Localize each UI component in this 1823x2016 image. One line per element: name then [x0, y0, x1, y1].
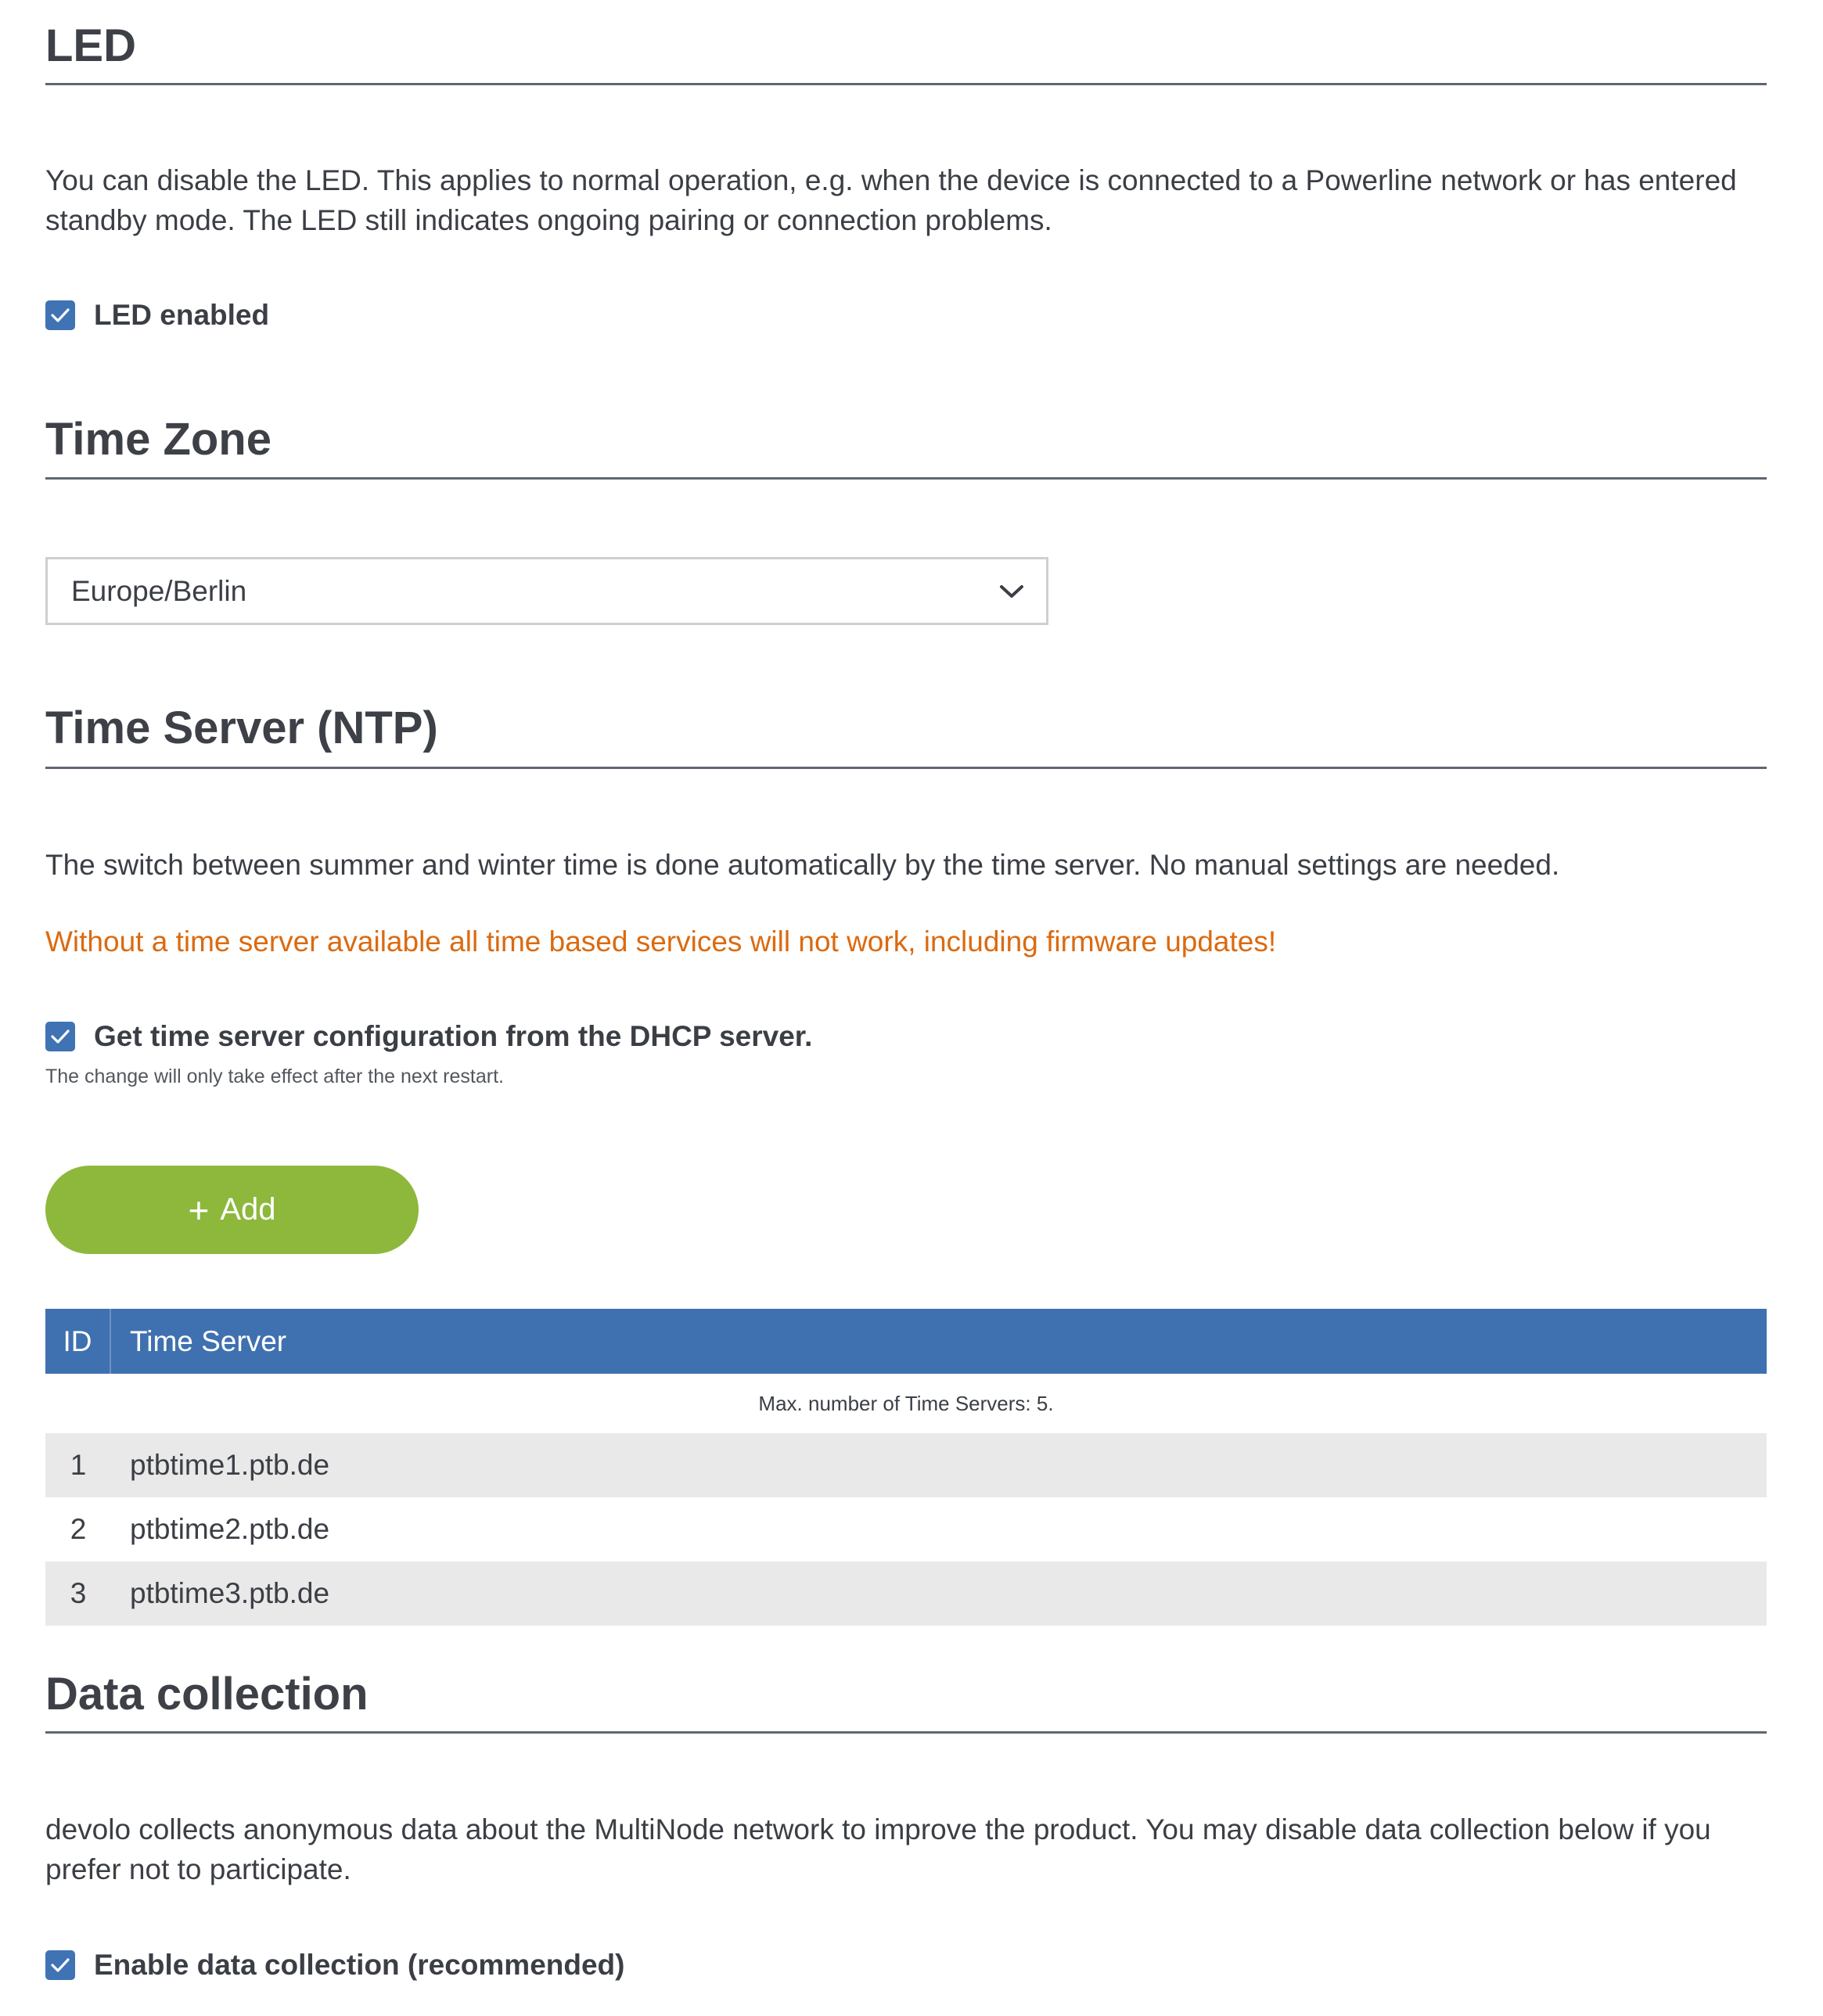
dhcp-checkbox-label: Get time server configuration from the DHCP server.	[94, 1020, 813, 1052]
add-time-server-button[interactable]	[45, 1166, 419, 1254]
dhcp-checkbox[interactable]	[45, 1022, 75, 1051]
chevron-down-icon	[999, 584, 1024, 599]
time-server-warning: Without a time server available all time based services will not work, including firmware updates!	[45, 925, 1277, 958]
table-row[interactable]	[45, 1497, 1767, 1561]
checkmark-icon	[50, 1028, 70, 1045]
add-button-label: Add	[220, 1192, 276, 1227]
led-enabled-checkbox-row[interactable]	[45, 296, 269, 335]
data-collection-description: devolo collects anonymous data about the MultiNode network to improve the product. You may disable data collection below if you prefer not to participate.	[45, 1813, 1711, 1885]
checkmark-icon	[50, 1957, 70, 1974]
time-server-description: The switch between summer and winter time is done automatically by the time server. No manual settings are needed.	[45, 849, 1560, 881]
led-section-title: LED	[45, 20, 136, 71]
table-cell-server: ptbtime1.ptb.de	[130, 1449, 330, 1481]
time-server-section-title: Time Server (NTP)	[45, 703, 438, 753]
table-cell-id: 3	[70, 1577, 87, 1609]
time-zone-selected-value: Europe/Berlin	[71, 574, 247, 607]
table-row[interactable]	[45, 1433, 1767, 1497]
checkmark-icon	[50, 307, 70, 324]
time-zone-select[interactable]	[45, 557, 1048, 625]
column-header-id[interactable]: ID	[45, 1309, 111, 1374]
time-zone-section-divider	[45, 477, 1767, 480]
table-header	[45, 1309, 1767, 1374]
led-enabled-label: LED enabled	[94, 299, 270, 331]
time-zone-section-title: Time Zone	[45, 414, 271, 465]
time-server-section-divider	[45, 767, 1767, 769]
time-server-table	[45, 1309, 1767, 1626]
table-row[interactable]	[45, 1561, 1767, 1626]
data-collection-checkbox-row[interactable]	[45, 1946, 624, 1985]
table-cell-server: ptbtime2.ptb.de	[130, 1513, 330, 1545]
dhcp-restart-hint: The change will only take effect after the next restart.	[45, 1065, 504, 1087]
table-cell-id: 2	[70, 1513, 87, 1545]
table-cell-id: 1	[70, 1449, 87, 1481]
data-collection-section-title: Data collection	[45, 1669, 369, 1720]
dhcp-checkbox-row[interactable]	[45, 1017, 812, 1056]
led-description: You can disable the LED. This applies to normal operation, e.g. when the device is connected to a Powerline network or has entered standby mode. The LED still indicates ongoing pairing or connection problems.	[45, 164, 1737, 236]
table-max-note: Max. number of Time Servers: 5.	[758, 1391, 1054, 1415]
led-enabled-checkbox[interactable]	[45, 300, 75, 330]
column-header-time-server[interactable]: Time Server	[130, 1324, 287, 1357]
data-collection-label: Enable data collection (recommended)	[94, 1949, 625, 1981]
table-cell-server: ptbtime3.ptb.de	[130, 1577, 330, 1609]
led-section-divider	[45, 83, 1767, 85]
plus-icon: +	[188, 1189, 210, 1231]
data-collection-checkbox[interactable]	[45, 1950, 75, 1980]
data-collection-section-divider	[45, 1731, 1767, 1734]
